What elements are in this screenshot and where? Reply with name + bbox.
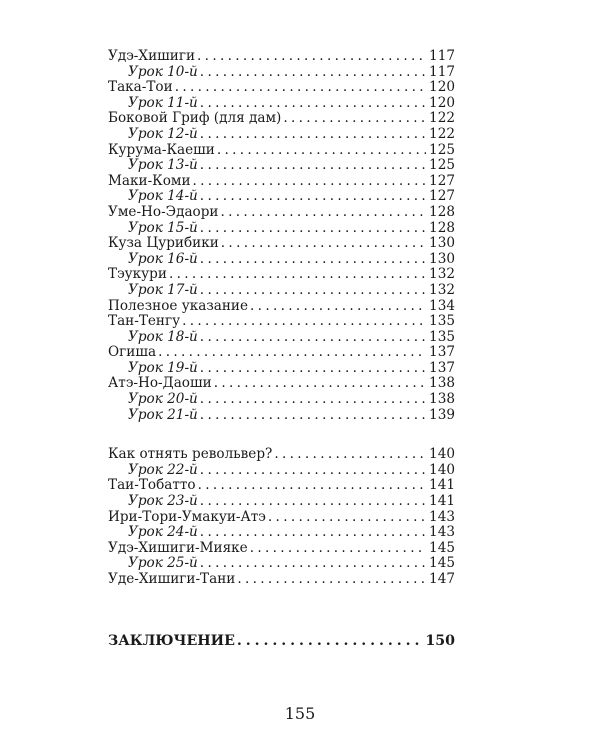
entry-title: Урок 18-й	[128, 328, 198, 345]
entry-page: 135	[429, 313, 455, 330]
toc-subentry[interactable]	[108, 330, 455, 346]
toc-entry[interactable]	[108, 376, 455, 392]
dot-leader	[250, 299, 426, 315]
toc-entry[interactable]	[108, 236, 455, 252]
entry-title: Урок 23-й	[128, 493, 198, 510]
toc-entry[interactable]	[108, 447, 455, 463]
toc-subentry[interactable]	[108, 96, 455, 112]
entry-page: 122	[429, 125, 455, 142]
toc-subentry[interactable]	[108, 392, 455, 408]
entry-page: 140	[429, 461, 455, 478]
group-gap	[108, 423, 455, 447]
entry-title: Удэ-Хишиги-Мияке	[108, 539, 248, 556]
dot-leader	[200, 408, 426, 424]
dot-leader	[158, 345, 426, 361]
dot-leader	[200, 463, 426, 479]
dot-leader	[237, 572, 426, 588]
entry-title: Полезное указание	[108, 297, 249, 314]
dot-leader	[200, 189, 426, 205]
toc-subentry[interactable]	[108, 65, 455, 81]
dot-leader	[169, 267, 426, 283]
entry-page: 117	[429, 63, 455, 80]
toc-subentry[interactable]	[108, 283, 455, 299]
entry-page: 120	[429, 79, 455, 96]
entry-page: 125	[429, 141, 455, 158]
toc-group-1	[108, 49, 455, 423]
toc-entry[interactable]	[108, 111, 455, 127]
entry-title: Урок 25-й	[128, 555, 198, 572]
toc-subentry[interactable]	[108, 525, 455, 541]
dot-leader	[200, 96, 426, 112]
dot-leader	[237, 630, 422, 652]
dot-leader	[217, 143, 426, 159]
entry-page: 132	[429, 266, 455, 283]
dot-leader	[283, 111, 426, 127]
entry-page: 127	[429, 172, 455, 189]
entry-page: 128	[429, 219, 455, 236]
entry-title: Урок 13-й	[128, 157, 198, 174]
dot-leader	[200, 252, 426, 268]
toc-entry[interactable]	[108, 205, 455, 221]
dot-leader	[221, 236, 426, 252]
entry-page: 147	[429, 571, 455, 587]
entry-title: Урок 10-й	[128, 63, 198, 80]
entry-title: Урок 12-й	[128, 125, 198, 142]
toc-entry[interactable]	[108, 80, 455, 96]
toc-entry[interactable]	[108, 510, 455, 526]
entry-title: Огиша	[108, 344, 157, 361]
entry-page: 122	[429, 110, 455, 127]
dot-leader	[214, 376, 426, 392]
entry-title: Урок 24-й	[128, 524, 198, 541]
dot-leader	[200, 361, 426, 377]
entry-title: Урок 17-й	[128, 281, 198, 298]
entry-title: Така-Тои	[108, 79, 173, 96]
entry-page: 137	[429, 359, 455, 376]
entry-page: 137	[429, 344, 455, 361]
entry-page: 135	[429, 328, 455, 345]
entry-page: 145	[429, 539, 455, 556]
toc-entry[interactable]	[108, 174, 455, 190]
entry-page: 125	[429, 157, 455, 174]
toc-group-2	[108, 447, 455, 587]
entry-title: Ири-Тори-Умакуи-Атэ	[108, 508, 266, 525]
dot-leader	[200, 556, 426, 572]
toc-entry[interactable]	[108, 541, 455, 557]
entry-title: Куза Цурибики	[108, 235, 219, 252]
entry-title: Урок 11-й	[128, 94, 198, 111]
dot-leader	[193, 174, 427, 190]
entry-title: Тан-Тенгу	[108, 313, 181, 330]
dot-leader	[200, 494, 426, 510]
dot-leader	[200, 330, 426, 346]
dot-leader	[250, 541, 426, 557]
toc-entry[interactable]	[108, 299, 455, 315]
entry-title: Урок 15-й	[128, 219, 198, 236]
toc-subentry[interactable]	[108, 252, 455, 268]
entry-page: 128	[429, 203, 455, 220]
table-of-contents	[108, 49, 455, 588]
conclusion-section	[108, 630, 455, 652]
entry-title: Урок 20-й	[128, 391, 198, 408]
dot-leader	[200, 65, 426, 81]
entry-title: Атэ-Но-Даоши	[108, 375, 212, 392]
entry-page: 134	[429, 297, 455, 314]
toc-entry[interactable]	[108, 314, 455, 330]
entry-page: 130	[429, 235, 455, 252]
toc-entry[interactable]	[108, 49, 455, 65]
entry-page: 141	[429, 477, 455, 494]
toc-entry[interactable]	[108, 478, 455, 494]
entry-page: 138	[429, 375, 455, 392]
entry-page: 143	[429, 524, 455, 541]
entry-page: 120	[429, 94, 455, 111]
toc-entry[interactable]	[108, 143, 455, 159]
toc-subentry[interactable]	[108, 158, 455, 174]
toc-subentry[interactable]	[108, 361, 455, 377]
entry-title: Урок 19-й	[128, 359, 198, 376]
entry-title: Тэукури	[108, 266, 167, 283]
toc-subentry[interactable]	[108, 408, 455, 424]
dot-leader	[200, 392, 426, 408]
entry-title: Уде-Хишиги-Тани	[108, 571, 236, 587]
dot-leader	[198, 478, 426, 494]
entry-page: 145	[429, 555, 455, 572]
toc-subentry[interactable]	[108, 221, 455, 237]
entry-title: Как отнять револьвер?	[108, 446, 273, 463]
entry-title: Маки-Коми	[108, 172, 191, 189]
dot-leader	[200, 127, 426, 143]
dot-leader	[221, 205, 427, 221]
dot-leader	[200, 283, 426, 299]
conclusion-page: 150	[425, 633, 455, 649]
entry-title: Урок 16-й	[128, 250, 198, 267]
toc-subentry[interactable]	[108, 189, 455, 205]
entry-title: Удэ-Хишиги	[108, 48, 196, 64]
dot-leader	[197, 49, 426, 65]
entry-page: 130	[429, 250, 455, 267]
toc-subentry[interactable]	[108, 127, 455, 143]
entry-page: 117	[429, 48, 455, 64]
conclusion-title: ЗАКЛЮЧЕНИЕ	[108, 633, 235, 649]
entry-title: Урок 14-й	[128, 188, 198, 205]
toc-entry[interactable]	[108, 572, 455, 588]
entry-title: Боковой Гриф (для дам)	[108, 110, 282, 127]
conclusion-entry[interactable]	[108, 630, 455, 652]
entry-page: 132	[429, 281, 455, 298]
entry-title: Таи-Тобатто	[108, 477, 196, 494]
dot-leader	[200, 158, 426, 174]
page-number: 155	[284, 704, 316, 723]
dot-leader	[175, 80, 426, 96]
entry-page: 141	[429, 493, 455, 510]
entry-page: 127	[429, 188, 455, 205]
dot-leader	[274, 447, 426, 463]
entry-title: Уме-Но-Эдаори	[108, 203, 219, 220]
toc-subentry[interactable]	[108, 494, 455, 510]
entry-title: Курума-Каеши	[108, 141, 215, 158]
dot-leader	[200, 221, 426, 237]
entry-title: Урок 22-й	[128, 461, 198, 478]
toc-entry[interactable]	[108, 345, 455, 361]
entry-page: 139	[429, 406, 455, 423]
dot-leader	[182, 314, 426, 330]
entry-page: 138	[429, 391, 455, 408]
dot-leader	[268, 510, 426, 526]
entry-page: 143	[429, 508, 455, 525]
dot-leader	[200, 525, 426, 541]
toc-subentry[interactable]	[108, 556, 455, 572]
entry-page: 140	[429, 446, 455, 463]
toc-entry[interactable]	[108, 267, 455, 283]
entry-title: Урок 21-й	[128, 406, 198, 423]
toc-subentry[interactable]	[108, 463, 455, 479]
